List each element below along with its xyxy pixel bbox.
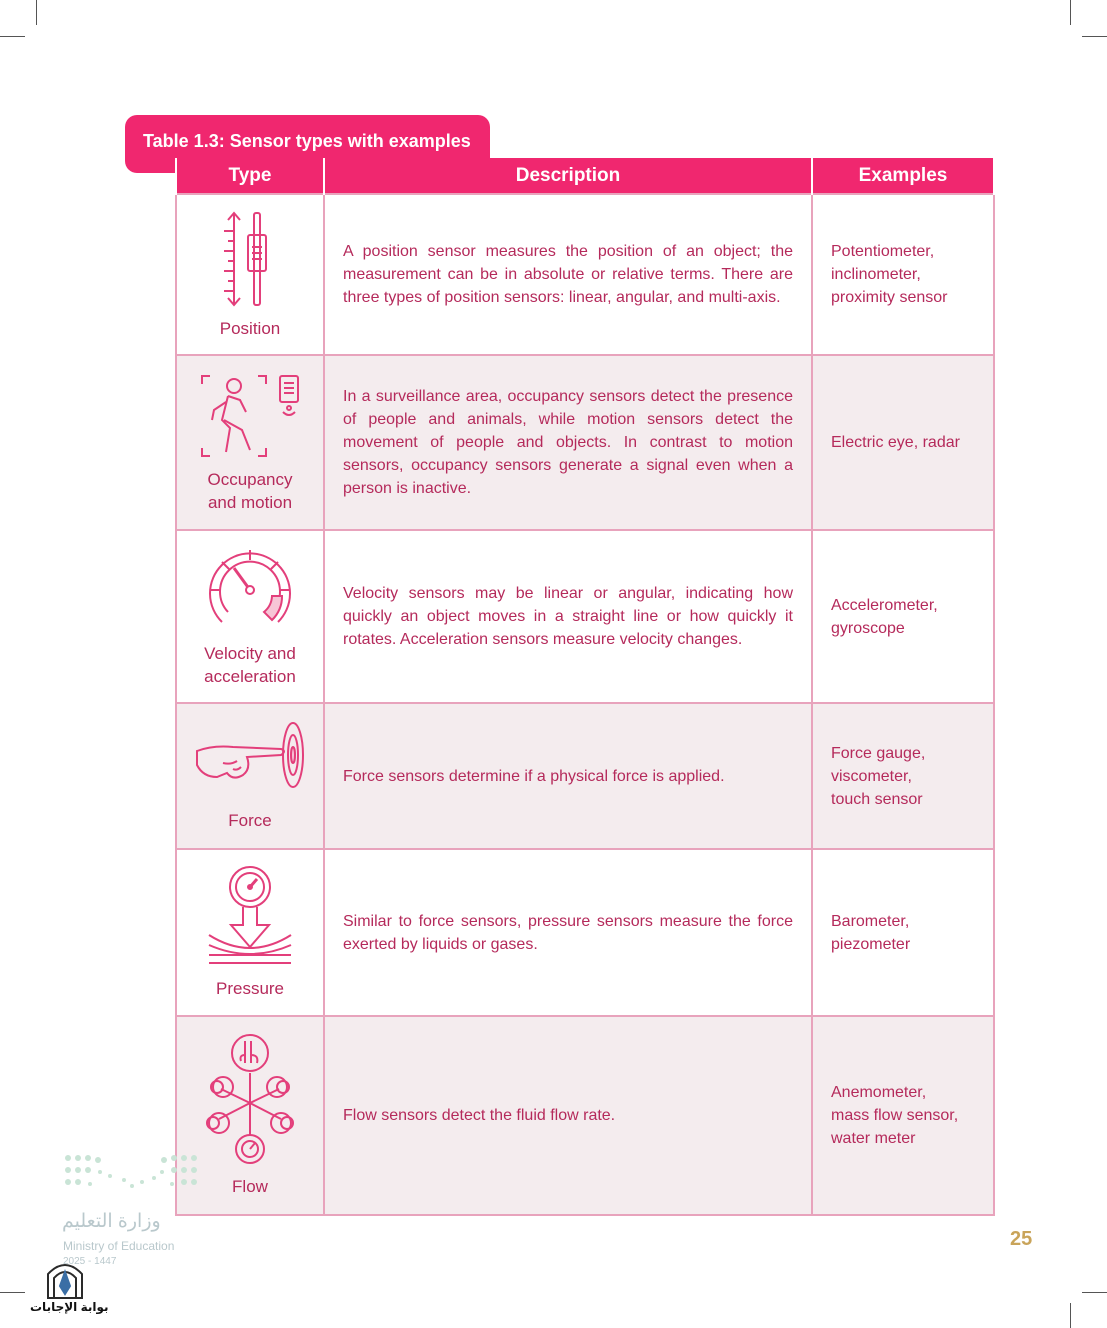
speedometer-icon xyxy=(202,546,298,634)
table-row xyxy=(176,194,994,355)
type-label: Pressure xyxy=(215,979,285,998)
description-cell: A position sensor measures the position of an object; the measurement can be in absolute or relative terms. There are three types of position sensors: linear, angular, and multi-axis. xyxy=(324,194,812,355)
table-row xyxy=(176,703,994,849)
example-item: Anemometer, xyxy=(831,1084,927,1101)
table-row xyxy=(176,1016,994,1215)
example-item: water meter xyxy=(831,1130,916,1147)
description-cell: Similar to force sensors, pressure sensors measure the force exerted by liquids or gases. xyxy=(324,849,812,1016)
example-item: inclinometer, xyxy=(831,266,921,283)
pressure-gauge-icon xyxy=(205,865,295,969)
type-cell xyxy=(176,530,324,703)
example-item: gyroscope xyxy=(831,619,905,637)
walking-person-icon xyxy=(198,372,302,460)
examples-cell xyxy=(812,703,994,849)
crop-mark xyxy=(0,1292,25,1293)
example-item: Barometer, xyxy=(831,912,910,930)
watermark-lantern-icon xyxy=(44,1256,86,1300)
table-caption: Table 1.3: Sensor types with examples xyxy=(125,115,490,173)
position-slider-icon xyxy=(220,209,280,309)
type-label: Velocity and acceleration xyxy=(204,643,296,686)
examples-cell xyxy=(812,355,994,530)
type-cell xyxy=(176,355,324,530)
description-cell: Velocity sensors may be linear or angular, indicating how quickly an object moves in a straight line or how quickly it rotates. Acceleration sensors measure velocity changes. xyxy=(324,530,812,703)
examples-cell xyxy=(812,530,994,703)
crop-mark xyxy=(1070,1303,1071,1328)
table-header-row xyxy=(176,158,994,194)
description-cell: Flow sensors detect the fluid flow rate. xyxy=(324,1016,812,1215)
examples-cell xyxy=(812,194,994,355)
ministry-logo-arabic: وزارة التعليم xyxy=(62,1211,161,1232)
ministry-logo-english: Ministry of Education xyxy=(63,1239,175,1253)
header-description: Description xyxy=(324,158,812,194)
header-type: Type xyxy=(176,158,324,194)
header-examples: Examples xyxy=(812,158,994,194)
table-row xyxy=(176,849,994,1016)
examples-cell xyxy=(812,1016,994,1215)
example-item: viscometer, xyxy=(831,767,912,785)
example-item: touch sensor xyxy=(831,790,923,808)
description-cell: Force sensors determine if a physical force is applied. xyxy=(324,703,812,849)
type-cell xyxy=(176,849,324,1016)
flow-meter-icon xyxy=(203,1033,297,1167)
ministry-logo-year: 2025 - 1447 xyxy=(63,1256,117,1267)
crop-mark xyxy=(1070,0,1071,25)
crop-mark xyxy=(36,0,37,25)
example-item: piezometer xyxy=(831,935,911,953)
type-label: Force xyxy=(228,810,272,830)
example-item: Accelerometer, xyxy=(831,596,938,614)
type-label: Occupancy and motion xyxy=(207,469,293,512)
crop-mark xyxy=(0,36,25,37)
example-item: Electric eye, radar xyxy=(831,434,960,451)
example-item: Potentiometer, xyxy=(831,243,935,260)
type-cell xyxy=(176,194,324,355)
watermark-text: بوابة الإجابات xyxy=(30,1300,109,1314)
examples-cell xyxy=(812,849,994,1016)
description-cell: In a surveillance area, occupancy sensors detect the presence of people and animals, while motion sensors detect the movement of people and objects. In contrast to motion sensors, occupancy sensors generate a signal even when a person is inactive. xyxy=(324,355,812,530)
crop-mark xyxy=(1082,36,1107,37)
type-label: Position xyxy=(219,319,281,338)
example-item: proximity sensor xyxy=(831,289,948,306)
example-item: Force gauge, xyxy=(831,744,926,762)
table-row xyxy=(176,355,994,530)
example-item: mass flow sensor, xyxy=(831,1107,959,1124)
finger-press-icon xyxy=(193,721,307,801)
sensor-types-table xyxy=(175,158,995,1216)
type-cell xyxy=(176,703,324,849)
crop-mark xyxy=(1082,1292,1107,1293)
page-number: 25 xyxy=(1010,1228,1033,1250)
ministry-logo-dots xyxy=(62,1152,202,1202)
table-row xyxy=(176,530,994,703)
type-label: Flow xyxy=(232,1177,268,1196)
